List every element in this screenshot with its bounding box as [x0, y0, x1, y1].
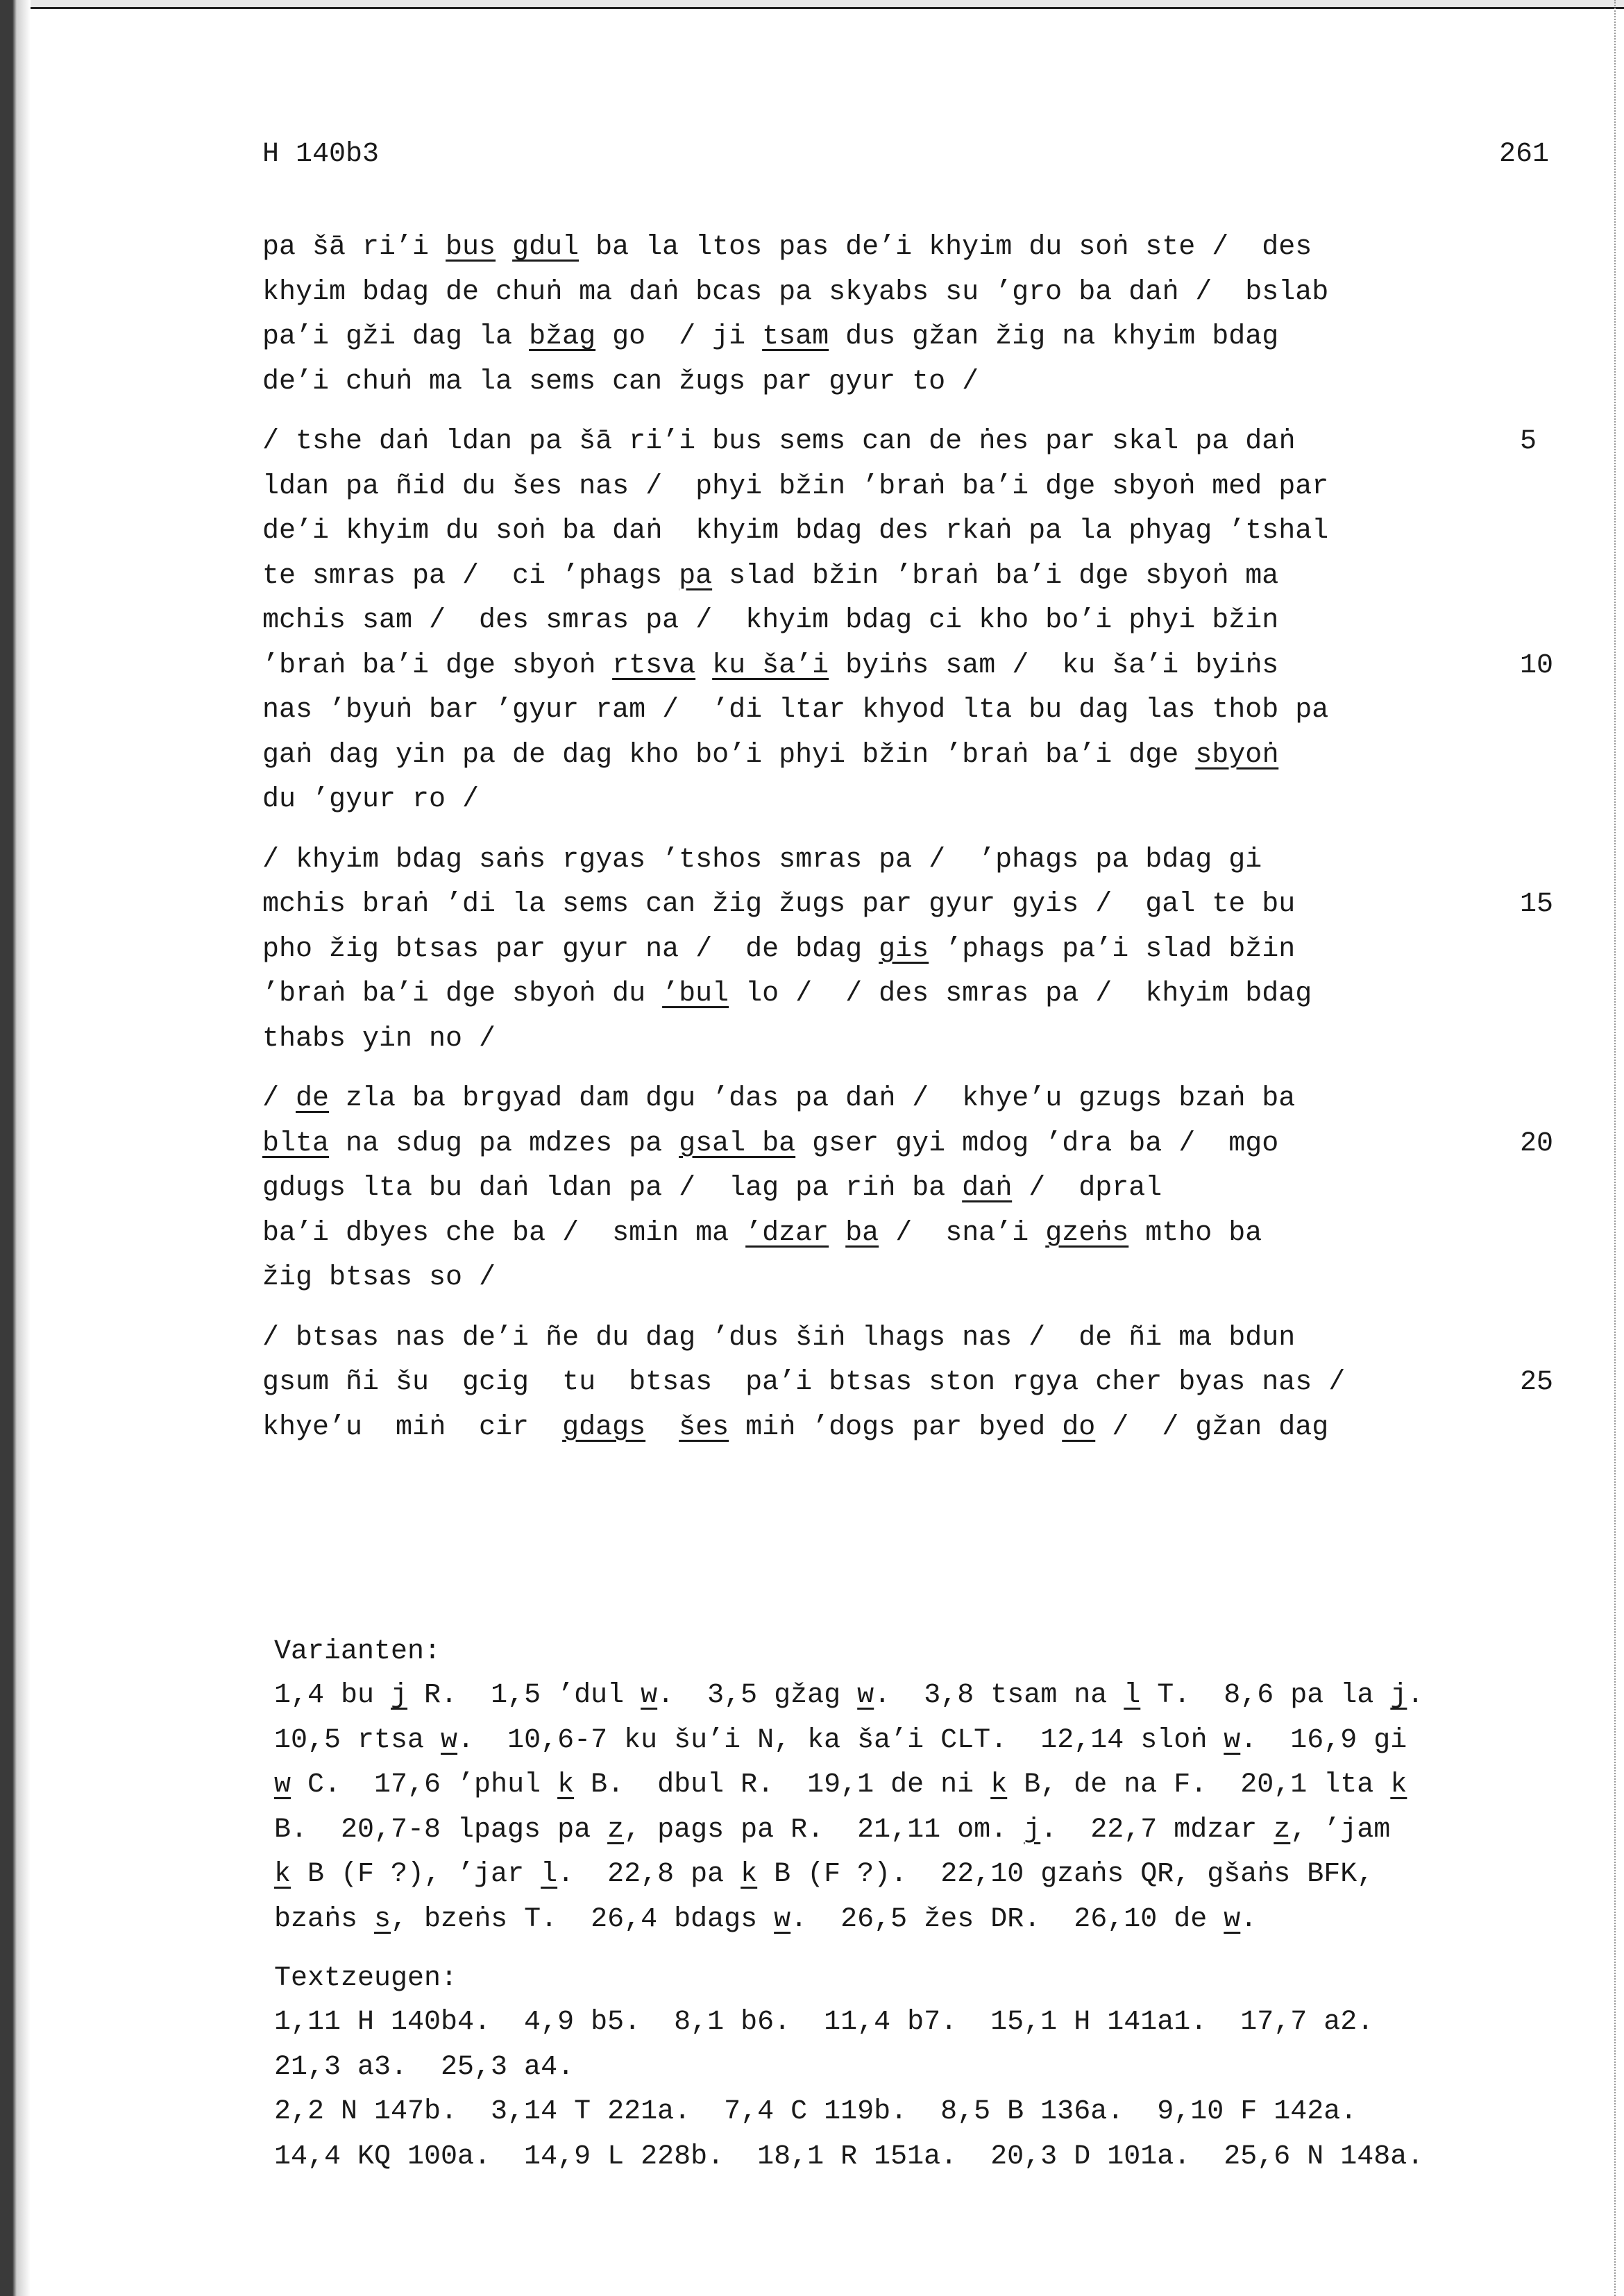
- apparatus-line: [274, 1763, 1579, 1808]
- underlined-word: gdags: [562, 1411, 646, 1443]
- text-run: 1,4 bu: [274, 1680, 391, 1711]
- underlined-word: w: [857, 1680, 874, 1711]
- text-run: B. dbul R. 19,1 de ni: [574, 1769, 991, 1801]
- text-run: B. 20,7-8 lpags pa: [274, 1814, 608, 1846]
- text-run: ’braṅ ba’i dge sbyoṅ: [262, 649, 613, 681]
- page-number: 261: [1499, 139, 1550, 170]
- text-run: . 22,7 mdzar: [1040, 1814, 1274, 1846]
- text-run: .: [1407, 1680, 1424, 1711]
- varianten-list: [274, 1674, 1579, 1942]
- scan-binding-shadow: [0, 0, 31, 2296]
- text-run: / sna’i: [879, 1217, 1046, 1249]
- text-line: [262, 1211, 1512, 1257]
- underlined-word: ’dzar: [745, 1217, 829, 1249]
- text-run: du ’gyur ro /: [262, 784, 480, 815]
- underlined-word: w: [774, 1903, 791, 1935]
- scan-right-edge: [1614, 0, 1624, 2296]
- underlined-word: w: [1224, 1903, 1241, 1935]
- underlined-word: k: [741, 1859, 758, 1890]
- underlined-word: pa: [679, 560, 713, 592]
- text-run: T. 8,6 pa la: [1140, 1680, 1391, 1711]
- text-run: de’i chuṅ ma la sems can žugs par gyur to /: [262, 366, 979, 398]
- text-run: 10,5 rtsa: [274, 1724, 441, 1756]
- text-run: B (F ?), ’jar: [291, 1859, 541, 1890]
- underlined-word: k: [990, 1769, 1008, 1801]
- text-line: [262, 554, 1512, 599]
- underlined-word: k: [1390, 1769, 1407, 1801]
- paragraph: [262, 1316, 1554, 1451]
- text-run: . 3,8 tsam na: [874, 1680, 1124, 1711]
- text-line: [262, 883, 1554, 928]
- text-run: 14,4 KQ 100a. 14,9 L 228b. 18,1 R 151a. 20,3 D 101a. 25,6 N 148a.: [274, 2141, 1424, 2172]
- underlined-word: z: [607, 1814, 625, 1846]
- text-run: thabs yin no /: [262, 1023, 496, 1055]
- text-line: [262, 1077, 1512, 1122]
- text-run: na sdug pa mdzes pa: [329, 1128, 679, 1159]
- text-run: C. 17,6 ’phul: [291, 1769, 558, 1801]
- text-run: byiṅs sam / ku ša’i byiṅs: [829, 649, 1279, 681]
- text-run: miṅ ’dogs par byed: [729, 1411, 1063, 1443]
- text-run: / tshe daṅ ldan pa šā ri’i bus sems can de ṅes par skal pa daṅ: [262, 426, 1296, 457]
- text-line: [262, 1017, 1512, 1062]
- underlined-word: k: [274, 1859, 291, 1890]
- line-number: 25: [1520, 1367, 1554, 1398]
- text-run: /: [262, 1083, 296, 1114]
- text-line: [262, 688, 1512, 733]
- text-run: / dpral: [1012, 1173, 1162, 1204]
- underlined-word: de: [296, 1083, 330, 1114]
- underlined-word: bus: [446, 232, 496, 263]
- text-run: / / gžan dag: [1095, 1411, 1329, 1443]
- apparatus-line: [274, 1719, 1579, 1764]
- text-line: [262, 420, 1537, 465]
- underlined-word: rtsva: [612, 649, 696, 681]
- text-run: . 26,5 žes DR. 26,10 de: [790, 1903, 1224, 1935]
- text-run: B, de na F. 20,1 lta: [1007, 1769, 1391, 1801]
- text-line: [262, 972, 1512, 1017]
- text-run: mchis sam / des smras pa / khyim bdag ci kho bo’i phyi bžin: [262, 605, 1279, 636]
- text-line: [262, 599, 1512, 644]
- text-line: [262, 1316, 1512, 1361]
- text-run: [829, 1218, 845, 1249]
- underlined-word: gzeṅs: [1045, 1217, 1129, 1249]
- text-line: [262, 226, 1512, 271]
- text-line: [262, 271, 1512, 316]
- underlined-word: j: [1024, 1814, 1041, 1846]
- text-run: , ’jam: [1290, 1814, 1391, 1846]
- text-run: 1,11 H 140b4. 4,9 b5. 8,1 b6. 11,4 b7. 15,1 H 141a1. 17,7 a2.: [274, 2007, 1374, 2038]
- critical-apparatus: [274, 1631, 1579, 2179]
- text-line: [262, 1122, 1554, 1167]
- underlined-word: s: [374, 1903, 391, 1935]
- tibetan-text-body: [262, 226, 1554, 1465]
- text-run: slad bžin ’braṅ ba’i dge sbyoṅ ma: [712, 560, 1279, 592]
- text-run: R. 1,5 ’dul: [407, 1680, 641, 1711]
- text-run: 21,3 a3. 25,3 a4.: [274, 2051, 575, 2083]
- text-run: ldan pa ñid du šes nas / phyi bžin ’braṅ ba’i dge sbyoṅ med par: [262, 470, 1329, 502]
- text-line: [262, 838, 1512, 883]
- text-line: [262, 733, 1512, 779]
- line-number: 5: [1520, 426, 1537, 457]
- running-header: H 140b3: [262, 139, 380, 170]
- text-run: gdugs lta bu daṅ ldan pa / lag pa riṅ ba: [262, 1173, 963, 1204]
- underlined-word: blta: [262, 1128, 330, 1159]
- text-run: , pags pa R. 21,11 om.: [624, 1814, 1024, 1846]
- text-run: / khyim bdag saṅs rgyas ’tshos smras pa / ’phags pa bdag gi: [262, 844, 1262, 876]
- text-run: khyim bdag de chuṅ ma daṅ bcas pa skyabs su ’gro ba daṅ / bslab: [262, 276, 1329, 308]
- text-run: ’phags pa’i slad bžin: [929, 933, 1296, 965]
- text-line: [262, 1166, 1512, 1211]
- text-line: [262, 778, 1512, 823]
- text-run: bzaṅs: [274, 1903, 375, 1935]
- underlined-word: w: [641, 1680, 658, 1711]
- text-line: [262, 1256, 1512, 1301]
- underlined-word: gdul: [512, 232, 580, 263]
- apparatus-line: [274, 2046, 1579, 2091]
- text-run: ’braṅ ba’i dge sbyoṅ du: [262, 978, 663, 1010]
- underlined-word: w: [274, 1769, 291, 1801]
- text-run: de’i khyim du soṅ ba daṅ khyim bdag des rkaṅ pa la phyag ’tshal: [262, 516, 1329, 547]
- text-run: . 10,6-7 ku šu’i N, ka ša’i CLT. 12,14 sloṅ: [457, 1724, 1224, 1756]
- text-run: . 3,5 gžag: [657, 1680, 858, 1711]
- text-line: [262, 360, 1512, 405]
- underlined-word: do: [1062, 1411, 1096, 1443]
- text-line: [262, 928, 1512, 973]
- underlined-word: w: [441, 1724, 458, 1756]
- text-run: zla ba brgyad dam dgu ’das pa daṅ / khye’u gzugs bzaṅ ba: [329, 1083, 1296, 1114]
- underlined-word: tsam: [762, 321, 829, 352]
- text-run: 2,2 N 147b. 3,14 T 221a. 7,4 C 119b. 8,5 B 136a. 9,10 F 142a.: [274, 2096, 1357, 2127]
- paragraph: [262, 226, 1512, 405]
- text-run: pa’i gži dag la: [262, 321, 530, 352]
- apparatus-line: [274, 1674, 1579, 1719]
- text-line: [262, 1406, 1512, 1451]
- text-line: [262, 315, 1512, 360]
- paragraph: [262, 838, 1554, 1062]
- text-run: [496, 232, 512, 263]
- text-run: gaṅ dag yin pa de dag kho bo’i phyi bžin ’braṅ ba’i dge: [262, 739, 1196, 771]
- text-run: žig btsas so /: [262, 1262, 496, 1293]
- underlined-word: daṅ: [962, 1173, 1013, 1204]
- text-run: . 22,8 pa: [557, 1859, 741, 1890]
- text-run: ba la ltos pas de’i khyim du soṅ ste / des: [579, 232, 1312, 263]
- text-run: pa šā ri’i: [262, 232, 446, 263]
- text-run: ba’i dbyes che ba / smin ma: [262, 1217, 746, 1249]
- text-run: dus gžan žig na khyim bdag: [829, 321, 1279, 352]
- text-run: gser gyi mdog ’dra ba / mgo: [795, 1128, 1279, 1159]
- textzeugen-list: [274, 2000, 1579, 2179]
- apparatus-line: [274, 2090, 1579, 2135]
- underlined-word: bžag: [529, 321, 596, 352]
- text-line: [262, 644, 1554, 689]
- line-number: 20: [1520, 1128, 1554, 1159]
- underlined-word: l: [541, 1859, 558, 1890]
- text-run: nas ’byuṅ bar ’gyur ram / ’di ltar khyod lta bu dag las thob pa: [262, 695, 1329, 726]
- text-run: . 16,9 gi: [1240, 1724, 1407, 1756]
- text-run: mchis braṅ ’di la sems can žig žugs par gyur gyis / gal te bu: [262, 889, 1296, 920]
- text-run: [695, 650, 712, 681]
- underlined-word: l: [1124, 1680, 1141, 1711]
- text-line: [262, 509, 1512, 554]
- text-run: gsum ñi šu gcig tu btsas pa’i btsas ston rgya cher byas nas /: [262, 1367, 1346, 1398]
- text-run: [645, 1412, 679, 1443]
- text-run: pho žig btsas par gyur na / de bdag: [262, 933, 879, 965]
- text-run: te smras pa / ci ’phags: [262, 560, 679, 592]
- underlined-word: ’bul: [662, 978, 729, 1010]
- underlined-word: ku ša’i: [712, 649, 829, 681]
- underlined-word: ba: [845, 1217, 879, 1249]
- underlined-word: w: [1224, 1724, 1241, 1756]
- underlined-word: šes: [679, 1411, 729, 1443]
- text-run: khye’u miṅ cir: [262, 1411, 563, 1443]
- scan-top-edge: [0, 0, 1624, 9]
- textzeugen-heading: Textzeugen:: [274, 1963, 458, 1994]
- apparatus-line: [274, 1853, 1579, 1898]
- text-run: .: [1240, 1903, 1258, 1935]
- text-line: [262, 465, 1512, 510]
- underlined-word: gsal ba: [679, 1128, 796, 1159]
- varianten-heading: Varianten:: [274, 1636, 441, 1667]
- text-run: mtho ba: [1128, 1217, 1262, 1249]
- underlined-word: j: [1390, 1680, 1407, 1711]
- paragraph: [262, 420, 1554, 823]
- apparatus-line: [274, 1808, 1579, 1853]
- apparatus-line: [274, 2000, 1579, 2046]
- paragraph: [262, 1077, 1554, 1301]
- underlined-word: z: [1274, 1814, 1291, 1846]
- underlined-word: sbyoṅ: [1195, 739, 1279, 771]
- underlined-word: k: [557, 1769, 575, 1801]
- text-run: lo / / des smras pa / khyim bdag: [729, 978, 1312, 1010]
- text-line: [262, 1361, 1554, 1406]
- line-number: 15: [1520, 889, 1554, 920]
- text-run: go / ji: [595, 321, 763, 352]
- text-run: / btsas nas de’i ñe du dag ’dus šiṅ lhags nas / de ñi ma bdun: [262, 1322, 1296, 1354]
- underlined-word: gis: [879, 933, 929, 965]
- underlined-word: j: [391, 1680, 408, 1711]
- apparatus-line: [274, 1898, 1579, 1943]
- text-run: B (F ?). 22,10 gzaṅs QR, gšaṅs BFK,: [757, 1859, 1374, 1890]
- line-number: 10: [1520, 649, 1554, 681]
- text-run: , bzeṅs T. 26,4 bdags: [391, 1903, 775, 1935]
- apparatus-line: [274, 2135, 1579, 2180]
